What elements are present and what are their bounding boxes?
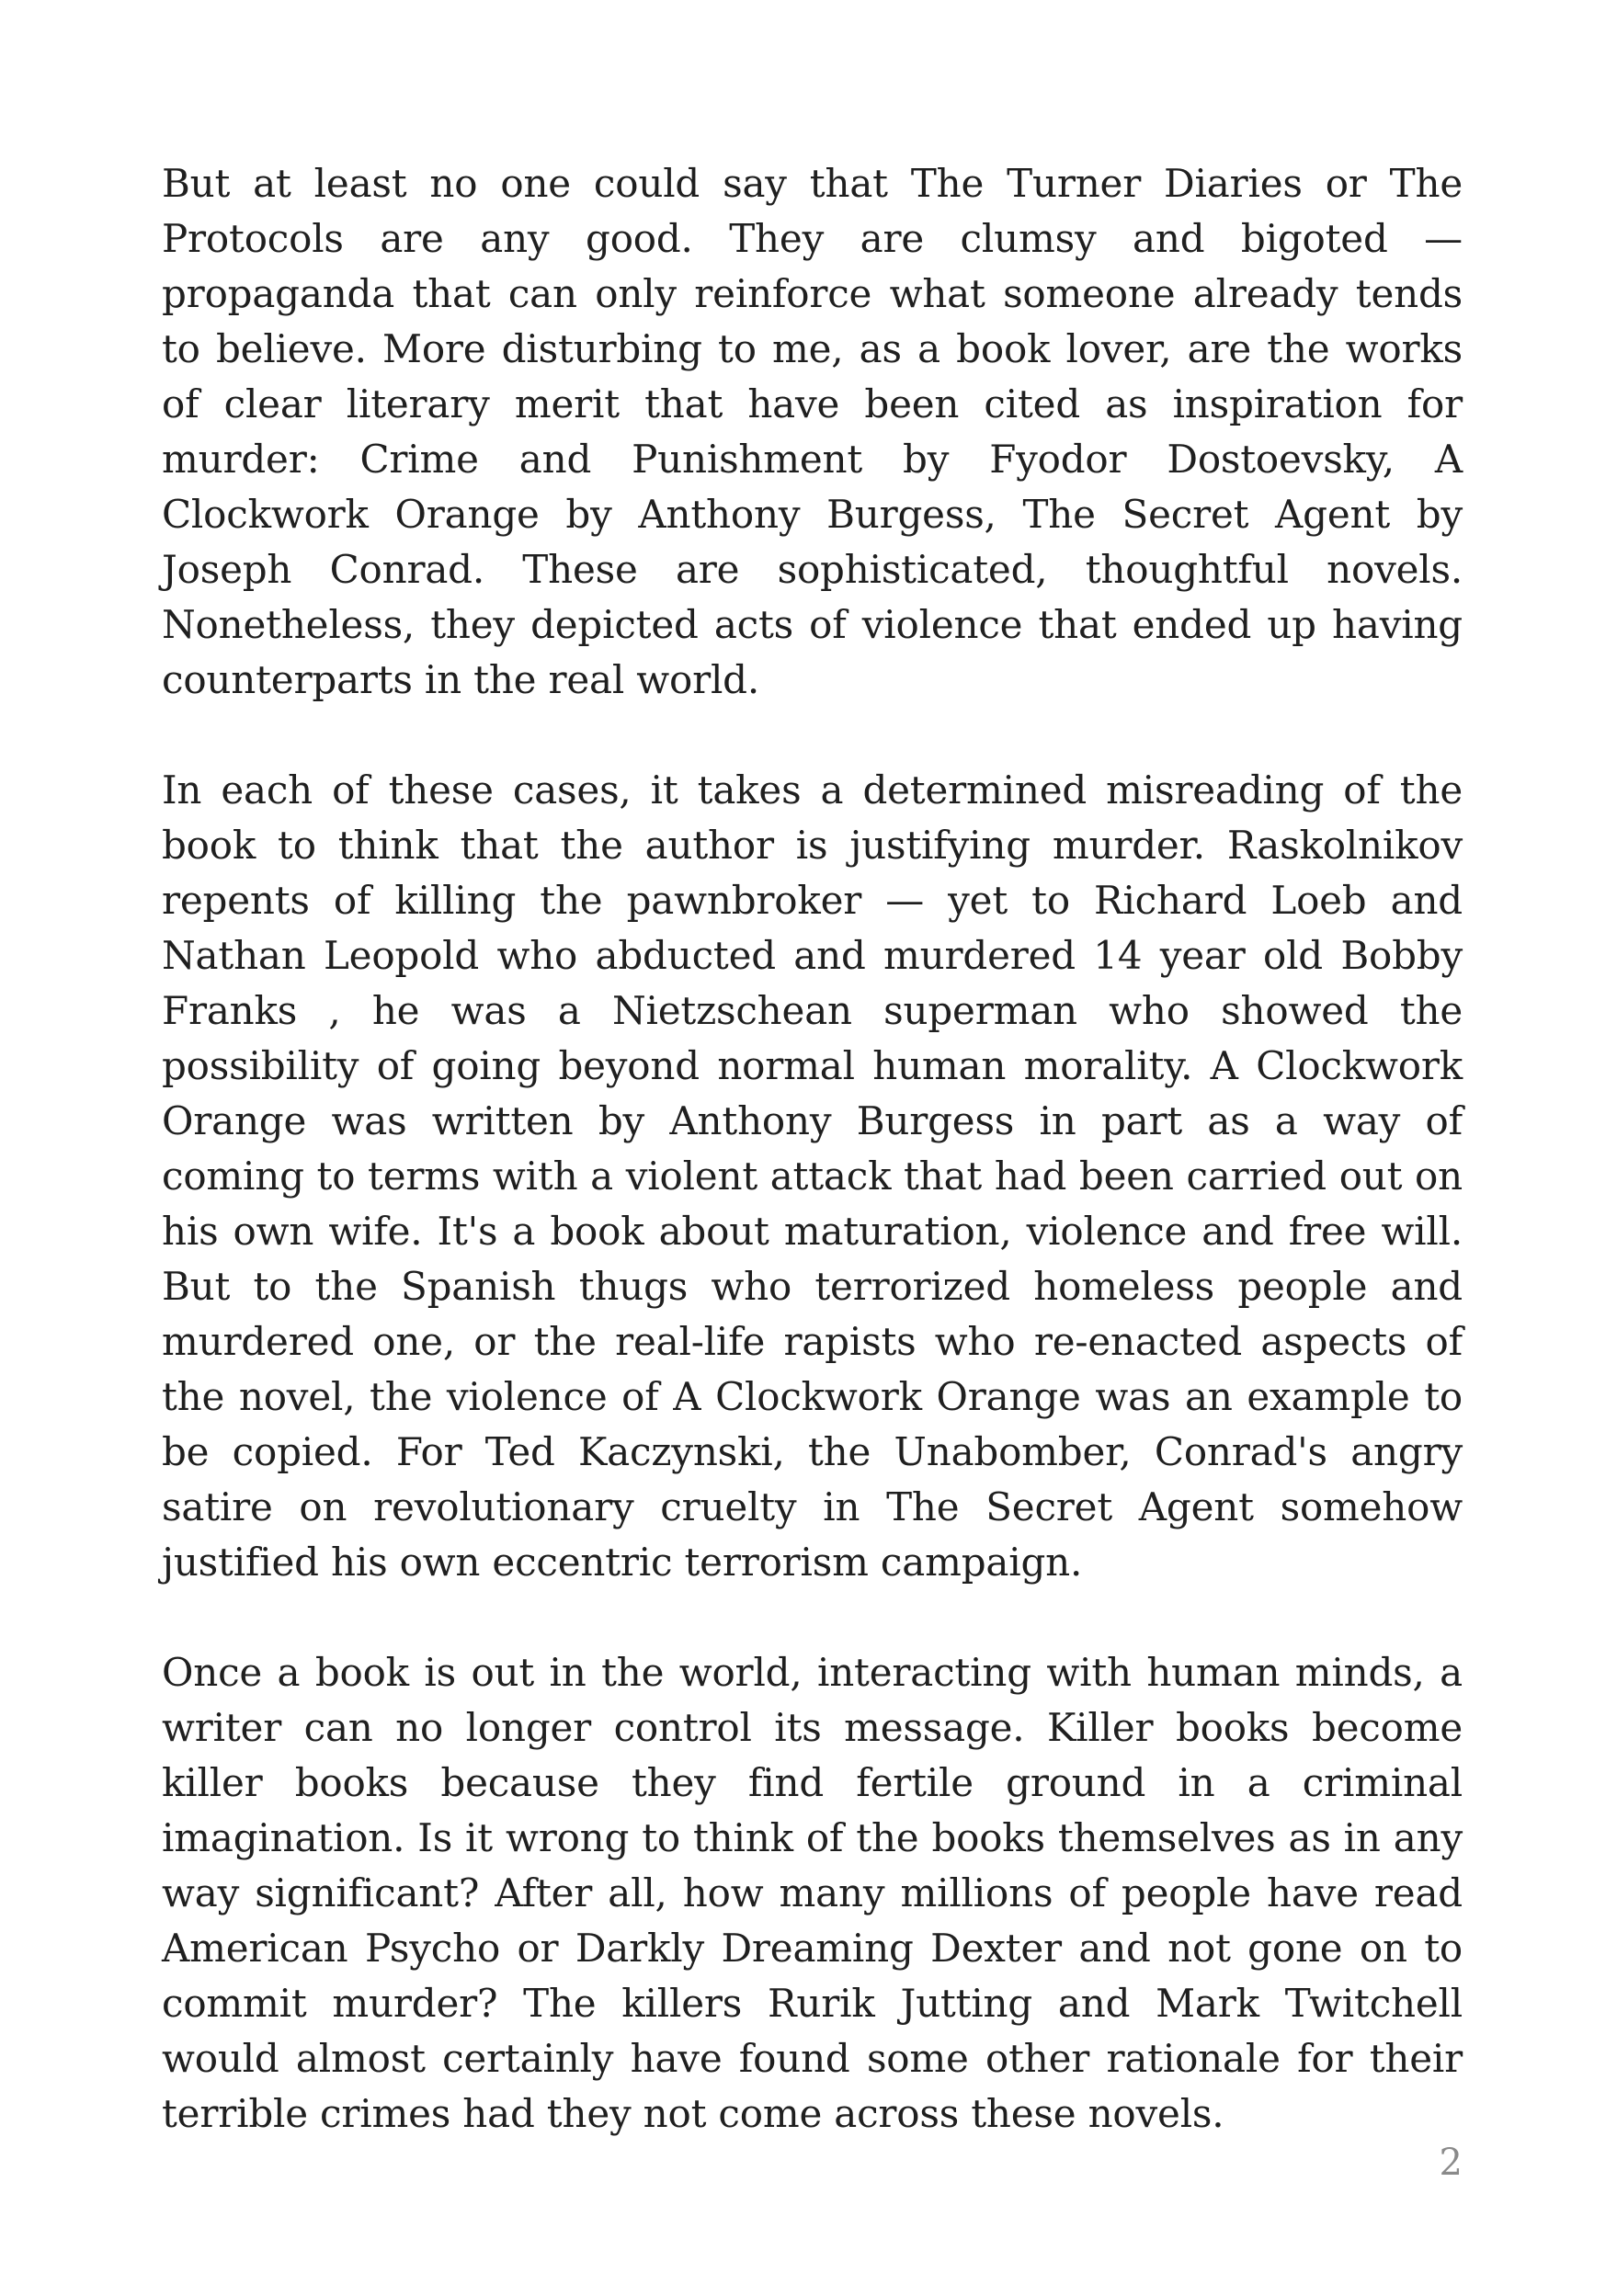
body-text [162,156,1463,2142]
paragraph-3: Once a book is out in the world, interacting with human minds, a writer can no longer control its message. Killer books become killer books because they find fertile ground in a criminal imagination. Is it wrong to think of the books themselves as in any way significant? After all, how many millions of people have read American Psycho or Darkly Dreaming Dexter and not gone on to commit murder? The killers Rurik Jutting and Mark Twitchell would almost certainly have found some other rationale for their terrible crimes had they not come across these novels. [162,1650,1463,2136]
paragraph-1: But at least no one could say that The Turner Diaries or The Protocols are any good. They are clumsy and bigoted — propaganda that can only reinforce what someone already tends to believe. More disturbing to me, as a book lover, are the works of clear literary merit that have been cited as inspiration for murder: Crime and Punishment by Fyodor Dostoevsky, A Clockwork Orange by Anthony Burgess, The Secret Agent by Joseph Conrad. These are sophisticated, thoughtful novels. Nonetheless, they depicted acts of violence that ended up having counterparts in the real world. [162,161,1463,702]
page-number: 2 [1439,2142,1463,2184]
paragraph-2: In each of these cases, it takes a determined misreading of the book to think that the author is justifying murder. Raskolnikov repents of killing the pawnbroker — yet to Richard Loeb and Nathan Leopold who abducted and murdered 14 year old Bobby Franks , he was a Nietzschean superman who showed the possibility of going beyond normal human morality. A Clockwork Orange was written by Anthony Burgess in part as a way of coming to terms with a violent attack that had been carried out on his own wife. It's a book about maturation, violence and free will. But to the Spanish thugs who terrorized homeless people and murdered one, or the real-life rapists who re-enacted aspects of the novel, the violence of A Clockwork Orange was an example to be copied. For Ted Kaczynski, the Unabomber, Conrad's angry satire on revolutionary cruelty in The Secret Agent somehow justified his own eccentric terrorism campaign. [162,767,1463,1585]
